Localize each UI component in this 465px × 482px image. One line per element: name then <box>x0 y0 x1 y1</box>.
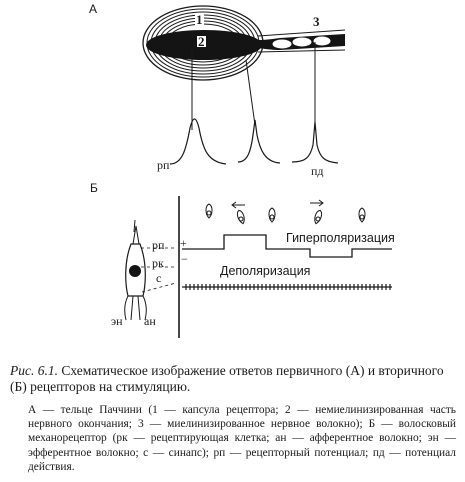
label-ending-2: 2 <box>198 34 205 49</box>
receptor-nucleus <box>129 265 141 277</box>
panel-a-label: А <box>89 2 98 16</box>
label-pd-a: пд <box>311 164 324 178</box>
hair-bundle-states <box>206 200 365 225</box>
hair-cell-receptor <box>125 220 176 320</box>
label-en: эн <box>111 314 123 328</box>
label-rk: рк <box>152 256 164 270</box>
figure-caption <box>10 363 455 395</box>
label-rp-b: рп <box>152 238 165 252</box>
label-capsule-1: 1 <box>196 12 203 27</box>
sign-plus: + <box>180 236 187 250</box>
label-depolarization: Деполяризация <box>220 264 311 278</box>
label-s: с <box>156 271 162 285</box>
sign-minus: − <box>181 252 188 266</box>
label-fiber-3: 3 <box>313 14 320 29</box>
label-rp-a: рп <box>157 158 170 172</box>
label-an: ан <box>144 314 156 328</box>
panel-b-label: Б <box>90 181 98 195</box>
response-traces-a <box>170 119 338 164</box>
label-hyperpolarization: Гиперполяризация <box>286 231 395 245</box>
caption-prefix: Рис. 6.1. <box>10 363 58 378</box>
figure-legend: А — тельце Паччини (1 — капсула рецептора; 2 — немиелинизированная часть нервного окончания; 3 — миелинизированное нервное волокно); Б — волосковый механорецептор (рк — рецептирующая клетка; ан — афферентное волокно; эн — эфферентное волокно; с — синапс); рп — рецепторный потенциал; пд — потенциал действия. <box>28 404 456 473</box>
caption-text: Схематическое изображение ответов первичного (А) и вторичного (Б) рецепторов на стимуляцию. <box>10 363 444 394</box>
